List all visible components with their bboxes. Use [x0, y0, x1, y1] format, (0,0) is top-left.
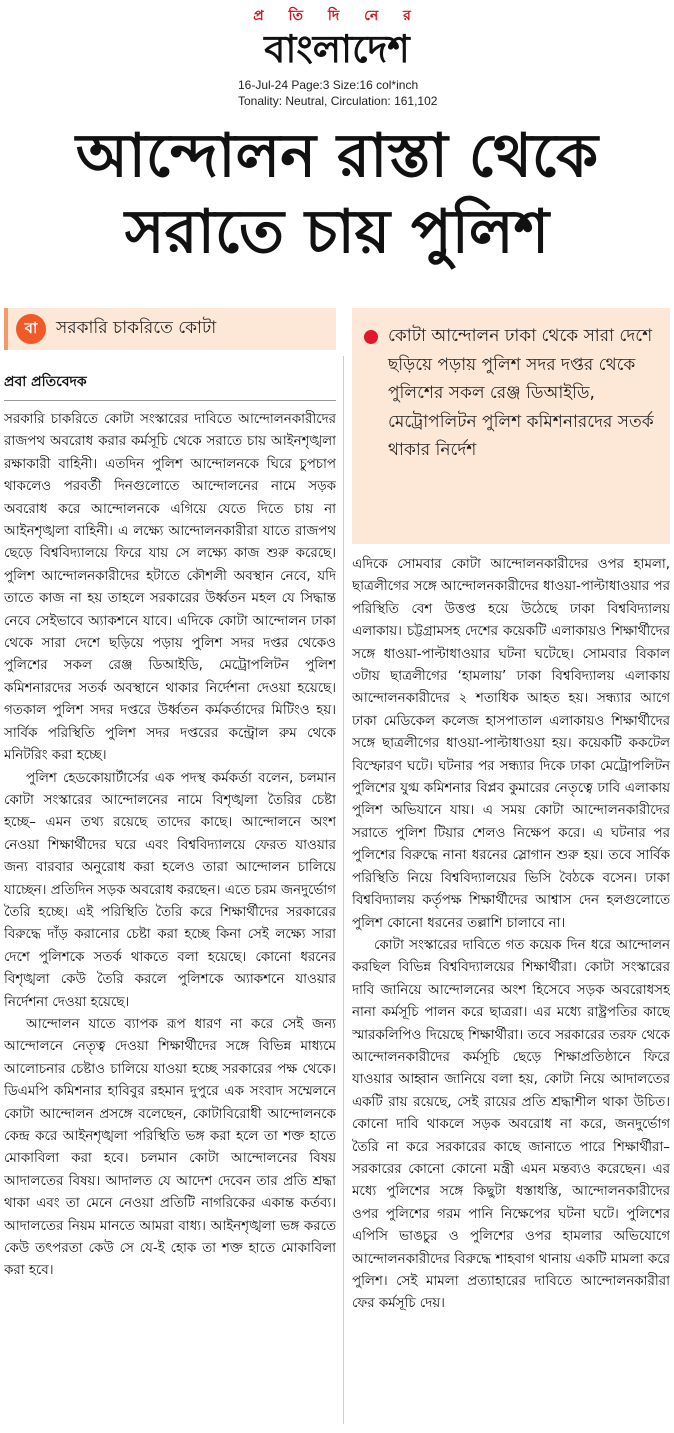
highlight-box — [352, 308, 670, 544]
left-paragraphs — [4, 409, 336, 1283]
clipping-meta-date-size: 16-Jul-24 Page:3 Size:16 col*inch — [238, 78, 419, 92]
headline — [0, 118, 674, 270]
masthead-kicker: প্র তি দি নে র — [253, 8, 421, 24]
newspaper-name: বাংলাদেশ — [264, 27, 410, 71]
clipping-meta-tonality: Tonality: Neutral, Circulation: 161,102 — [238, 94, 438, 108]
section-tag — [4, 308, 336, 350]
headline-line-2: সরাতে চায় পুলিশ — [124, 197, 550, 267]
bullet-dot-icon — [364, 330, 378, 344]
article-right-column — [352, 308, 670, 1428]
right-paragraphs — [352, 554, 670, 1316]
article-paragraph: পুলিশ হেডকোয়ার্টার্সের এক পদস্থ কর্মকর্তা বলেন, চলমান কোটা সংস্কারের আন্দোলনের নামে বিশৃঙ্খলা তৈরির চেষ্টা হচ্ছে– এমন তথ্য রয়েছে তাদের কাছে। আন্দোলনে অংশ নেওয়া শিক্ষার্থীদের ঘরে এবং বিশ্ববিদ্যালয়ে ফেরত যাওয়ার জন্য বারবার অনুরোধ করা হলেও তারা আন্দোলন চালিয়ে যাচ্ছেন। প্রতিদিন সড়ক অবরোধ করছেন। এতে চরম জনদুর্ভোগ তৈরি হচ্ছে। এই পরিস্থিতি তৈরি করে শিক্ষার্থীদের সরকারের বিরুদ্ধে দাঁড় করানোর চেষ্টা করা হচ্ছে কিনা সেই লক্ষ্যে সারা দেশে পুলিশকে সতর্ক থাকতে বলা হয়েছে। কোনো ধরনের বিশৃঙ্খলা কেউ তৈরি করলে পুলিশকে অ্যাকশনে যাওয়ার নির্দেশনা দেওয়া হয়েছে। — [4, 770, 336, 1010]
article-paragraph: সরকারি চাকরিতে কোটা সংস্কারের দাবিতে আন্দোলনকারীদের রাজপথ অবরোধ করার কর্মসূচি থেকে সরাতে চায় আইনশৃঙ্খলা রক্ষাকারী বাহিনী। এতদিন পুলিশ আন্দোলনকে ঘিরে চুপচাপ থাকলেও পরবর্তী দিনগুলোতে আন্দোলনের নামে সড়ক অবরোধ করে আন্দোলনকে এগিয়ে যেতে দিতে চায় না আইনশৃঙ্খলা বাহিনী। এ লক্ষ্যে আন্দোলনকারীরা যাতে রাজপথ ছেড়ে বিশ্ববিদ্যালয়ে ফিরে যায় সে লক্ষ্যে কাজ শুরু করেছে। পুলিশ আন্দোলনকারীদের হটাতে কৌশলী অবস্থান নেবে, যদি তাতে কাজ না হয় তাহলে সরকারের উর্ধ্বতন মহল যে সিদ্ধান্ত নেবে সেইভাবে অ্যাকশনে যাবে। এদিকে কোটা আন্দোলন ঢাকা থেকে সারা দেশে ছড়িয়ে পড়ায় পুলিশ সদর দপ্তর থেকেও পুলিশের সকল রেঞ্জ ডিআইডি, মেট্রোপলিটন পুলিশ কমিশনারদের সতর্ক অবস্থানে থাকার নির্দেশনা দেওয়া হয়েছে। গতকাল পুলিশ সদর দপ্তরে উর্ধ্বতন কর্মকর্তাদের মিটিংও হয়। সার্বিক পরিস্থিতি পুলিশ সদর দপ্তরের কন্ট্রোল রুম থেকে মনিটরিং করা হচ্ছে। — [4, 412, 336, 764]
article-paragraph: এদিকে সোমবার কোটা আন্দোলনকারীদের ওপর হামলা, ছাত্রলীগের সঙ্গে আন্দোলনকারীদের ধাওয়া-পাল্টাধাওয়ার পর পরিস্থিতি বেশ উত্তপ্ত হয়ে উঠেছে ঢাকা বিশ্ববিদ্যালয় এলাকায়। চট্টগ্রামসহ দেশের কয়েকটি এলাকায়ও শিক্ষার্থীদের সঙ্গে ধাওয়া-পাল্টাধাওয়ার ঘটনা ঘটেছে। সোমবার বিকাল ৩টায় ছাত্রলীগের ‘হামলায়’ ঢাকা বিশ্ববিদ্যালয় এলাকায় আন্দোলনকারীদের ২ শতাধিক আহত হয়। সন্ধ্যার আগে ঢাকা মেডিকেল কলেজ হাসপাতাল এলাকায়ও শিক্ষার্থীদের সঙ্গে ছাত্রলীগের ধাওয়া-পাল্টাধাওয়া হয়। কয়েকটি ককটেল বিস্ফোরণ ঘটে। ঘটনার পর সন্ধ্যার দিকে ঢাকা মেট্রোপলিটন পুলিশের যুগ্ম কমিশনার বিপ্লব কুমারের নেতৃত্বে ঢাবি এলাকায় পুলিশ অভিযানে যায়। এ সময় কোটা আন্দোলনকারীদের সরাতে পুলিশ টিয়ার শেলও নিক্ষেপ করে। এ ঘটনার পর পুলিশের বিরুদ্ধে নানা ধরনের স্লোগান শুরু হয়। তবে সার্বিক পরিস্থিতি নিয়ে বিশ্ববিদ্যালয়ের ভিসি বৈঠকে বসেন। ঢাকা বিশ্ববিদ্যালয় কর্তৃপক্ষ শিক্ষার্থীদের আশ্বাস দেন হলগুলোতে পুলিশ কোনো ধরনের তল্লাশি চালাবে না। — [352, 557, 670, 931]
article-paragraph: কোটা সংস্কারের দাবিতে গত কয়েক দিন ধরে আন্দোলন করছিল বিভিন্ন বিশ্ববিদ্যালয়ের শিক্ষার্থীরা। কোটা সংস্কারের দাবি জানিয়ে আন্দোলনের অংশ হিসেবে সড়ক অবরোধসহ নানা কর্মসূচি পালন করে ছাত্ররা। এর মধ্যে রাষ্ট্রপতির কাছে স্মারকলিপিও দিয়েছে শিক্ষার্থীরা। তবে সরকারের তরফ থেকে আন্দোলনকারীদের কর্মসূচি ছেড়ে শিক্ষাপ্রতিষ্ঠানে ফিরে যাওয়ার আহ্বান জানিয়ে বলা হয়, কোটা নিয়ে আদালতের একটি রায় রয়েছে, সেই রায়ের প্রতি শ্রদ্ধাশীল থাকা উচিত। কোনো দাবি থাকলে সড়ক অবরোধ না করে, জনদুর্ভোগ তৈরি না করে সরকারের কাছে জানাতে পারে শিক্ষার্থীরা– সরকারের কোনো কোনো মন্ত্রী এমন মন্তব্যও করেছেন। এর মধ্যে পুলিশের সঙ্গে কিছুটা ধস্তাধস্তি, আন্দোলনকারীদের ওপর পুলিশের গরম পানি নিক্ষেপের ঘটনা ঘটে। পুলিশের এপিসি ভাঙচুর ও পুলিশের ওপর হামলার অভিযোগে আন্দোলনকারীদের বিরুদ্ধে শাহবাগ থানায় একটি মামলা করে পুলিশ। সেই মামলা প্রত্যাহারের দাবিতে আন্দোলনকারীরা ফের কর্মসূচি দেয়। — [352, 937, 670, 1312]
section-badge-icon: বা — [16, 314, 46, 344]
highlight-text: কোটা আন্দোলন ঢাকা থেকে সারা দেশে ছড়িয়ে পড়ায় পুলিশ সদর দপ্তর থেকে পুলিশের সকল রেঞ্জ ডিআইডি, মেট্রোপলিটন পুলিশ কমিশনারদের সতর্ক থাকার নির্দেশ — [388, 326, 654, 460]
article-paragraph: আন্দোলন যাতে ব্যাপক রূপ ধারণ না করে সেই জন্য আন্দোলনে নেতৃত্ব দেওয়া শিক্ষার্থীদের সঙ্গে বিভিন্ন মাধ্যমে আলোচনার চেষ্টাও চালিয়ে যাওয়া হচ্ছে সরকারের পক্ষ থেকে। ডিএমপি কমিশনার হাবিবুর রহমান দুপুরে এক সংবাদ সম্মেলনে কোটা আন্দোলন প্রসঙ্গে বলেছেন, কোটাবিরোধী আন্দোলনকে কেন্দ্র করে আইনশৃঙ্খলা পরিস্থিতি ভঙ্গ করা হলে তা শক্ত হাতে মোকাবিলা করা হবে। চলমান কোটা আন্দোলনের বিষয় আদালতের বিষয়। আদালত যে আদেশ দেবেন তার প্রতি শ্রদ্ধা থাকা এবং তা মেনে নেওয়া প্রতিটি নাগরিকের একান্ত কর্তব্য। আদালতের নিয়ম মানতে আমরা বাধ্য। আইনশৃঙ্খলা ভঙ্গ করতে কেউ তৎপরতা কেউ সে যে-ই হোক তা শক্ত হাতে মোকাবিলা করা হবে। — [4, 1016, 336, 1279]
headline-line-1: আন্দোলন রাস্তা থেকে — [75, 121, 599, 191]
masthead — [0, 0, 674, 112]
section-tag-text: সরকারি চাকরিতে কোটা — [56, 318, 217, 338]
article-left-column — [4, 308, 336, 1428]
byline: প্রবা প্রতিবেদক — [4, 370, 336, 401]
column-divider — [343, 356, 344, 1424]
